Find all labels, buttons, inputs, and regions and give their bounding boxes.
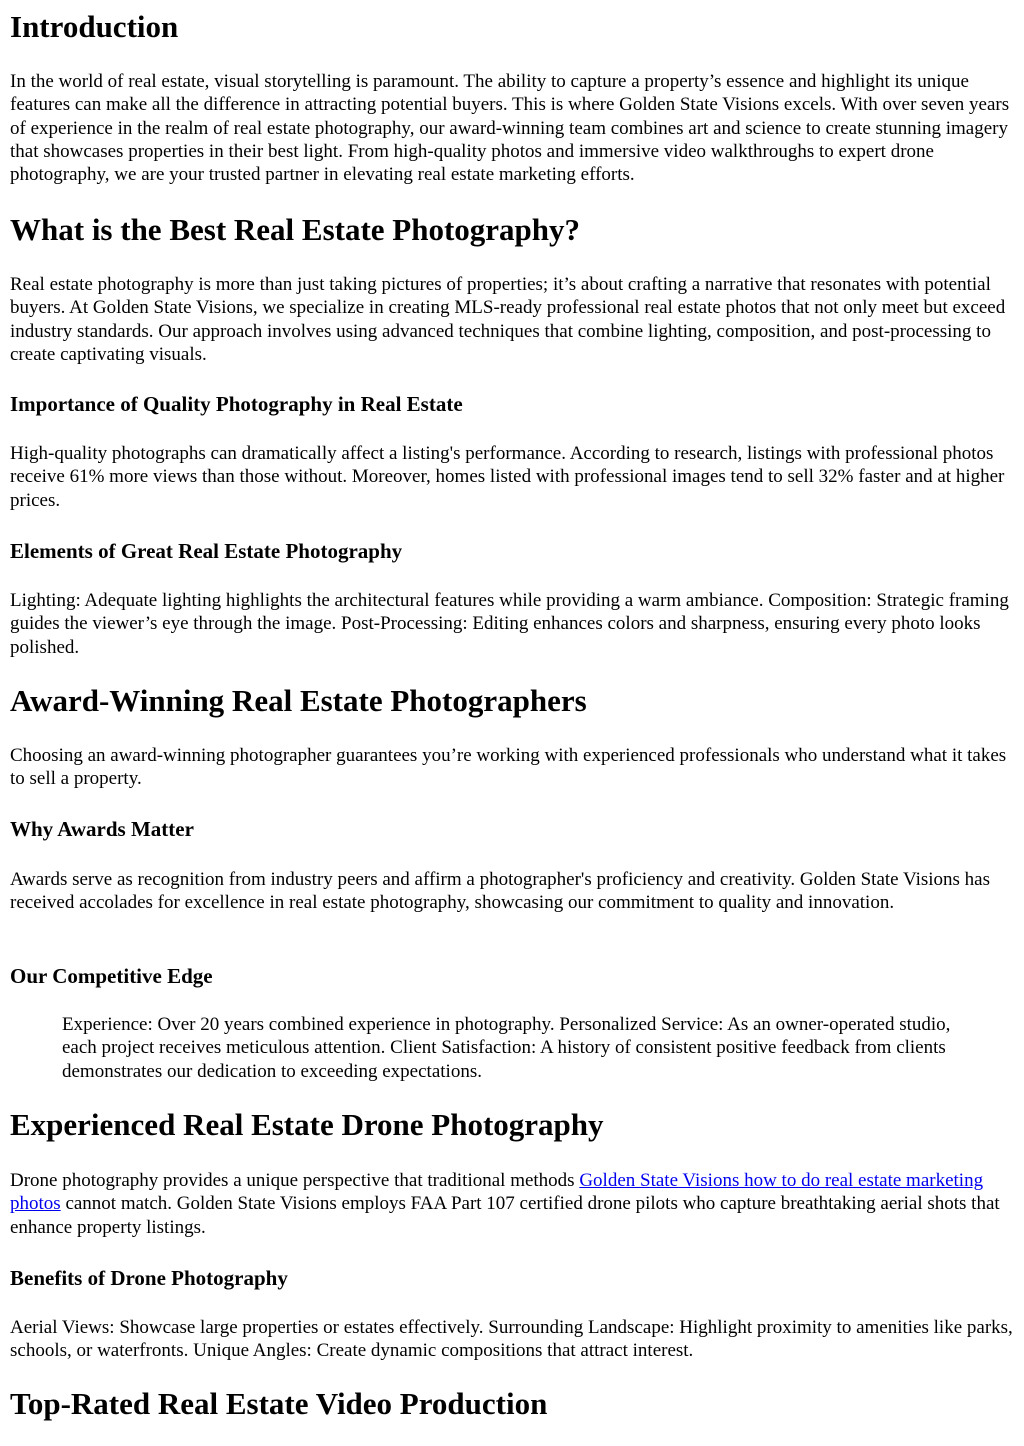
heading-why-awards: Why Awards Matter xyxy=(10,817,194,841)
heading-drone: Experienced Real Estate Drone Photography xyxy=(10,1107,604,1142)
heading-drone-benefits: Benefits of Drone Photography xyxy=(10,1266,288,1290)
heading-introduction: Introduction xyxy=(10,9,179,44)
drone-marketing-link[interactable]: Golden State Visions how to do real estate marketing photos xyxy=(10,1170,984,1215)
heading-video-production: Top-Rated Real Estate Video Production xyxy=(10,1386,548,1421)
drone-text-after-link: cannot match. Golden State Visions employs FAA Part 107 certified drone pilots who capture breathtaking aerial shots that enhance property listings. xyxy=(10,1193,1000,1238)
paragraph-elements: Lighting: Adequate lighting highlights the architectural features while providing a warm ambiance. Composition: Strategic framing guides the viewer’s eye through the image. Post-Processing: Editing enhances colors and sharpness, ensuring every photo looks polished. xyxy=(10,590,1009,658)
heading-elements: Elements of Great Real Estate Photography xyxy=(10,539,403,563)
paragraph-drone xyxy=(10,1169,1013,1239)
paragraph-drone-benefits: Aerial Views: Showcase large properties or estates effectively. Surrounding Landscape: Highlight proximity to amenities like parks, schools, or waterfronts. Unique Angles: Create dynamic compositions that attract interest. xyxy=(10,1317,1013,1362)
heading-importance: Importance of Quality Photography in Real Estate xyxy=(10,392,463,416)
heading-competitive-edge: Our Competitive Edge xyxy=(10,964,213,988)
paragraph-importance: High-quality photographs can dramatically affect a listing's performance. According to research, listings with professional photos receive 61% more views than those without. Moreover, homes listed with professional images tend to sell 32% faster and at higher prices. xyxy=(10,443,1005,511)
heading-award-winning: Award-Winning Real Estate Photographers xyxy=(10,683,587,718)
drone-text-before-link: Drone photography provides a unique perspective that traditional methods xyxy=(10,1170,580,1191)
paragraph-introduction: In the world of real estate, visual storytelling is paramount. The ability to capture a property’s essence and highlight its unique features can make all the difference in attracting potential buyers. This is where Golden State Visions excels. With over seven years of experience in the realm of real estate photography, our award-winning team combines art and science to create stunning imagery that showcases properties in their best light. From high-quality photos and immersive video walkthroughs to expert drone photography, we are your trusted partner in elevating real estate marketing efforts. xyxy=(10,71,1010,186)
paragraph-best-photography: Real estate photography is more than just taking pictures of properties; it’s about crafting a narrative that resonates with potential buyers. At Golden State Visions, we specialize in creating MLS-ready professional real estate photos that not only meet but exceed industry standards. Our approach involves using advanced techniques that combine lighting, composition, and post-processing to create captivating visuals. xyxy=(10,274,1006,365)
paragraph-award-winning: Choosing an award-winning photographer guarantees you’re working with experienced professionals who understand what it takes to sell a property. xyxy=(10,745,1007,790)
paragraph-why-awards: Awards serve as recognition from industry peers and affirm a photographer's proficiency and creativity. Golden State Visions has received accolades for excellence in real estate photography, showcasing our commitment to quality and innovation. xyxy=(10,869,990,914)
blockquote-competitive-edge: Experience: Over 20 years combined experience in photography. Personalized Service: As an owner-operated studio, each project receives meticulous attention. Client Satisfaction: A history of consistent positive feedback from clients demonstrates our dedication to exceeding expectations. xyxy=(62,1014,951,1082)
heading-best-photography: What is the Best Real Estate Photography? xyxy=(10,212,581,247)
